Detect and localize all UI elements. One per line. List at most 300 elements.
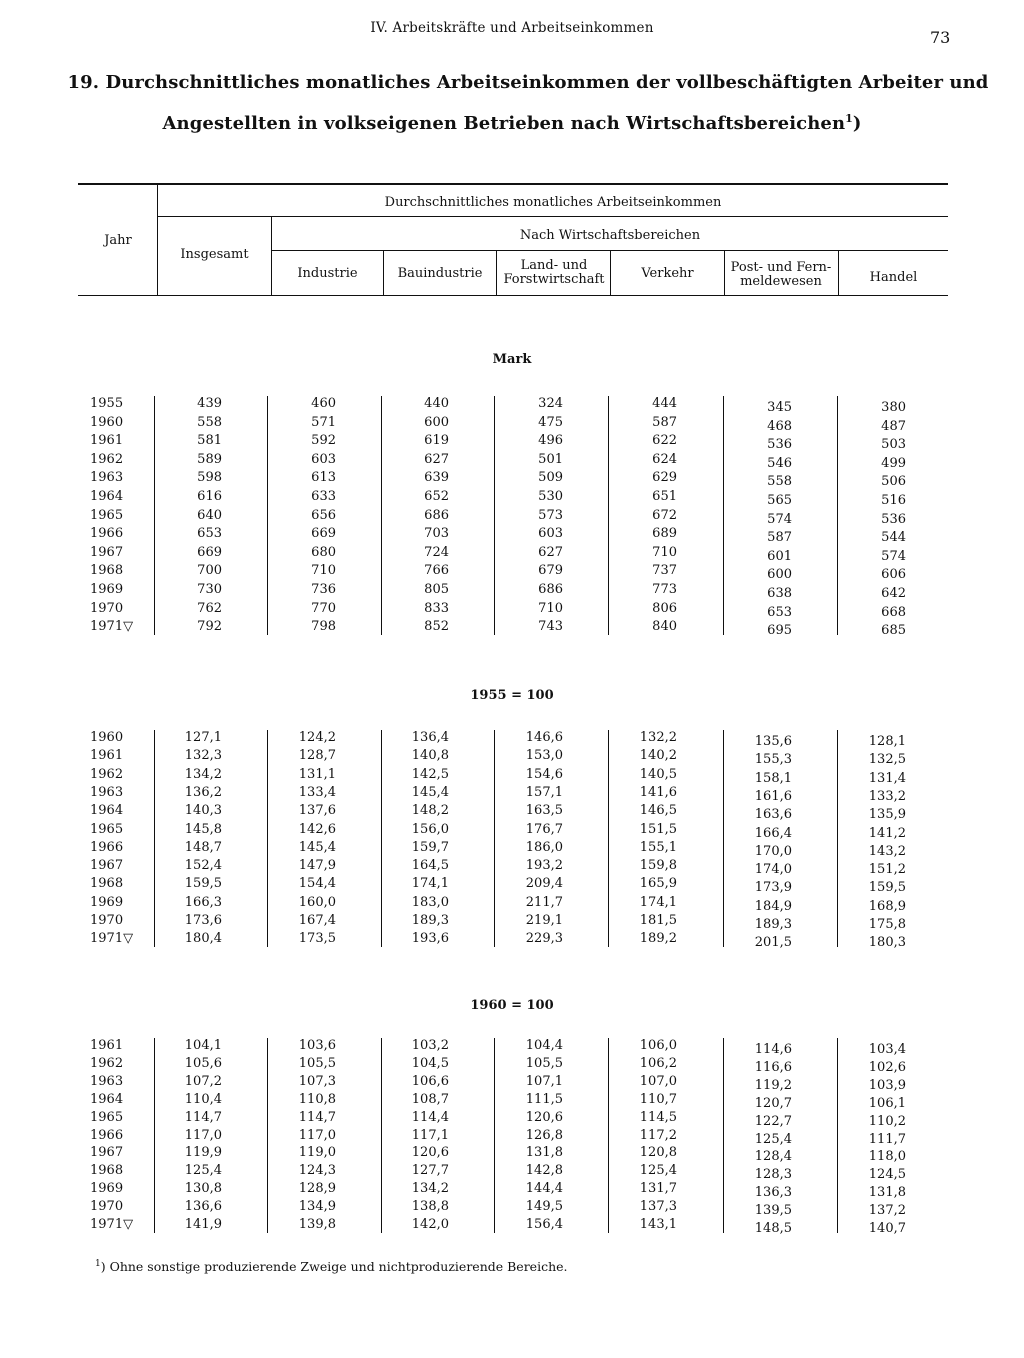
table-cell: 695 xyxy=(767,623,792,639)
table-cell: 135,9 xyxy=(868,807,906,823)
table-cell: 118,0 xyxy=(868,1149,906,1165)
column-rule xyxy=(837,396,838,635)
table-cell: 571 xyxy=(311,414,336,430)
table-cell: 125,4 xyxy=(754,1131,792,1147)
section-label: 1960 = 100 xyxy=(470,998,554,1013)
row-year: 1965 xyxy=(90,507,124,523)
table-cell: 126,8 xyxy=(525,1127,563,1143)
table-cell: 167,4 xyxy=(298,913,336,928)
table-cell: 117,2 xyxy=(639,1127,677,1143)
table-cell: 141,6 xyxy=(639,784,677,800)
table-cell: 141,2 xyxy=(868,825,906,841)
table-cell: 592 xyxy=(311,433,336,449)
table-cell: 840 xyxy=(652,619,677,635)
table-cell: 558 xyxy=(767,474,792,490)
row-year: 1965 xyxy=(90,821,124,837)
table-cell: 125,4 xyxy=(639,1163,677,1179)
table-cell: 122,7 xyxy=(754,1113,792,1129)
column-rule xyxy=(381,730,382,947)
row-year: 1962 xyxy=(90,766,124,782)
table-cell: 142,8 xyxy=(525,1163,563,1179)
table-cell: 770 xyxy=(311,600,336,616)
table-cell: 119,9 xyxy=(184,1145,222,1161)
table-cell: 184,9 xyxy=(754,898,792,914)
table-cell: 139,8 xyxy=(298,1217,336,1232)
row-year: 1964 xyxy=(90,1091,124,1107)
table-cell: 633 xyxy=(311,489,336,504)
table-cell: 201,5 xyxy=(754,935,792,951)
table-cell: 133,4 xyxy=(298,784,336,800)
table-cell: 106,0 xyxy=(639,1038,677,1053)
column-rule xyxy=(837,730,838,947)
table-cell: 629 xyxy=(652,470,677,486)
table-cell: 145,4 xyxy=(298,839,336,855)
table-cell: 173,5 xyxy=(298,931,336,947)
table-cell: 144,4 xyxy=(525,1181,563,1197)
table-cell: 680 xyxy=(311,544,336,560)
table-cell: 703 xyxy=(424,526,449,542)
table-cell: 114,4 xyxy=(411,1109,449,1125)
running-head: IV. Arbeitskräfte und Arbeitseinkommen xyxy=(370,20,654,36)
row-year: 1963 xyxy=(90,784,124,800)
table-cell: 142,0 xyxy=(411,1217,449,1232)
table-cell: 737 xyxy=(652,563,677,579)
table-cell: 743 xyxy=(538,619,563,635)
table-cell: 624 xyxy=(652,451,677,467)
row-year: 1961 xyxy=(90,748,124,764)
column-rule xyxy=(154,1038,155,1233)
column-rule xyxy=(837,1038,838,1233)
table-cell: 159,5 xyxy=(868,880,906,896)
table-cell: 574 xyxy=(767,511,792,527)
table-cell: 833 xyxy=(424,600,449,616)
header-industrie: Industrie xyxy=(297,266,358,281)
table-cell: 143,2 xyxy=(868,843,906,859)
table-cell: 168,9 xyxy=(868,898,906,914)
table-cell: 111,7 xyxy=(868,1131,906,1147)
table-cell: 616 xyxy=(197,489,222,504)
table-cell: 131,7 xyxy=(639,1181,677,1197)
table-cell: 154,4 xyxy=(298,876,336,892)
table-cell: 136,4 xyxy=(411,730,449,745)
header-handel: Handel xyxy=(869,270,918,285)
table-cell: 157,1 xyxy=(525,784,563,800)
row-year: 1966 xyxy=(90,526,124,542)
column-rule xyxy=(381,396,382,635)
table-cell: 163,6 xyxy=(754,807,792,823)
table-cell: 380 xyxy=(881,400,906,415)
table-cell: 173,9 xyxy=(754,880,792,896)
table-cell: 153,0 xyxy=(525,748,563,764)
table-cell: 724 xyxy=(424,544,449,560)
table-cell: 503 xyxy=(881,437,906,453)
table-cell: 324 xyxy=(538,396,563,411)
table-cell: 181,5 xyxy=(639,913,677,928)
table-cell: 668 xyxy=(881,604,906,620)
table-cell: 174,1 xyxy=(639,894,677,910)
row-year: 1969 xyxy=(90,582,124,597)
table-cell: 710 xyxy=(538,600,563,616)
column-rule xyxy=(723,730,724,947)
table-cell: 613 xyxy=(311,470,336,486)
table-cell: 710 xyxy=(311,563,336,579)
table-cell: 139,5 xyxy=(754,1203,792,1219)
section-label: Mark xyxy=(492,352,532,367)
header-bottom-rule xyxy=(78,295,948,296)
row-year: 1971▽ xyxy=(90,931,134,947)
row-year: 1971▽ xyxy=(90,1217,134,1232)
table-cell: 114,7 xyxy=(184,1109,222,1125)
table-cell: 111,5 xyxy=(525,1091,563,1107)
table-cell: 700 xyxy=(197,563,222,579)
table-cell: 148,2 xyxy=(411,803,449,819)
table-cell: 516 xyxy=(881,493,906,508)
table-cell: 468 xyxy=(767,418,792,434)
table-cell: 155,1 xyxy=(639,839,677,855)
table-cell: 114,6 xyxy=(754,1042,792,1057)
table-cell: 132,3 xyxy=(184,748,222,764)
table-cell: 117,0 xyxy=(298,1127,336,1143)
table-cell: 124,5 xyxy=(868,1167,906,1183)
table-cell: 120,6 xyxy=(411,1145,449,1161)
table-cell: 530 xyxy=(538,489,563,504)
row-year: 1966 xyxy=(90,1127,124,1143)
table-cell: 211,7 xyxy=(525,894,563,910)
table-cell: 105,6 xyxy=(184,1055,222,1071)
table-cell: 138,8 xyxy=(411,1199,449,1215)
table-cell: 104,5 xyxy=(411,1055,449,1071)
table-cell: 120,6 xyxy=(525,1109,563,1125)
table-cell: 189,2 xyxy=(639,931,677,947)
table-cell: 145,4 xyxy=(411,784,449,800)
row-year: 1962 xyxy=(90,1055,124,1071)
section-label: 1955 = 100 xyxy=(470,688,554,703)
table-cell: 176,7 xyxy=(525,821,563,837)
table-cell: 107,3 xyxy=(298,1073,336,1089)
column-rule xyxy=(267,730,268,947)
title-close-paren: ) xyxy=(852,113,862,134)
table-cell: 229,3 xyxy=(525,931,563,947)
table-cell: 509 xyxy=(538,470,563,486)
table-cell: 135,6 xyxy=(754,734,792,749)
table-cell: 136,6 xyxy=(184,1199,222,1215)
table-cell: 147,9 xyxy=(298,858,336,874)
table-cell: 651 xyxy=(652,489,677,504)
table-cell: 142,5 xyxy=(411,766,449,782)
table-cell: 107,2 xyxy=(184,1073,222,1089)
table-cell: 165,9 xyxy=(639,876,677,892)
column-rule xyxy=(154,396,155,635)
table-cell: 134,9 xyxy=(298,1199,336,1215)
table-cell: 166,4 xyxy=(754,825,792,841)
table-cell: 106,6 xyxy=(411,1073,449,1089)
table-cell: 128,1 xyxy=(868,734,906,749)
table-cell: 544 xyxy=(881,530,906,546)
table-cell: 186,0 xyxy=(525,839,563,855)
row-year: 1960 xyxy=(90,414,124,430)
table-cell: 164,5 xyxy=(411,858,449,874)
row-year: 1963 xyxy=(90,1073,124,1089)
table-cell: 444 xyxy=(652,396,677,411)
table-cell: 600 xyxy=(767,567,792,583)
header-bauindustrie: Bauindustrie xyxy=(397,266,483,281)
row-year: 1968 xyxy=(90,876,124,892)
table-cell: 345 xyxy=(767,400,792,415)
table-cell: 125,4 xyxy=(184,1163,222,1179)
table-cell: 132,5 xyxy=(868,752,906,768)
table-cell: 601 xyxy=(767,548,792,564)
table-cell: 128,9 xyxy=(298,1181,336,1197)
row-year: 1969 xyxy=(90,1181,124,1197)
table-cell: 110,7 xyxy=(639,1091,677,1107)
footnote-text: ) Ohne sonstige produzierende Zweige und nichtproduzierende Bereiche. xyxy=(100,1259,568,1275)
table-cell: 506 xyxy=(881,474,906,490)
row-year: 1964 xyxy=(90,803,124,819)
table-cell: 131,8 xyxy=(868,1185,906,1201)
row-year: 1963 xyxy=(90,470,124,486)
column-rule xyxy=(381,1038,382,1233)
table-cell: 155,3 xyxy=(754,752,792,768)
table-cell: 160,0 xyxy=(298,894,336,910)
table-cell: 686 xyxy=(424,507,449,523)
table-cell: 128,7 xyxy=(298,748,336,764)
table-cell: 114,7 xyxy=(298,1109,336,1125)
table-cell: 175,8 xyxy=(868,917,906,932)
table-cell: 193,6 xyxy=(411,931,449,947)
table-cell: 110,4 xyxy=(184,1091,222,1107)
row-year: 1967 xyxy=(90,858,124,874)
column-rule xyxy=(608,730,609,947)
table-cell: 107,0 xyxy=(639,1073,677,1089)
table-cell: 573 xyxy=(538,507,563,523)
table-cell: 103,2 xyxy=(411,1038,449,1053)
table-cell: 156,0 xyxy=(411,821,449,837)
table-cell: 148,5 xyxy=(754,1221,792,1236)
table-cell: 137,3 xyxy=(639,1199,677,1215)
table-cell: 638 xyxy=(767,586,792,601)
table-cell: 501 xyxy=(538,451,563,467)
table-cell: 105,5 xyxy=(525,1055,563,1071)
table-cell: 558 xyxy=(197,414,222,430)
table-cell: 166,3 xyxy=(184,894,222,910)
table-cell: 159,7 xyxy=(411,839,449,855)
table-cell: 103,9 xyxy=(868,1077,906,1093)
table-cell: 151,2 xyxy=(868,862,906,878)
row-year: 1960 xyxy=(90,730,124,745)
table-cell: 170,0 xyxy=(754,843,792,859)
table-cell: 132,2 xyxy=(639,730,677,745)
table-cell: 140,7 xyxy=(868,1221,906,1236)
table-cell: 107,1 xyxy=(525,1073,563,1089)
table-cell: 587 xyxy=(767,530,792,546)
table-cell: 124,2 xyxy=(298,730,336,745)
table-cell: 639 xyxy=(424,470,449,486)
table-cell: 127,7 xyxy=(411,1163,449,1179)
row-year: 1955 xyxy=(90,396,124,411)
header-total: Insgesamt xyxy=(180,247,249,262)
table-cell: 689 xyxy=(652,526,677,542)
column-rule xyxy=(608,1038,609,1233)
table-cell: 653 xyxy=(197,526,222,542)
table-cell: 173,6 xyxy=(184,913,222,928)
table-cell: 536 xyxy=(767,437,792,453)
table-cell: 622 xyxy=(652,433,677,449)
table-cell: 163,5 xyxy=(525,803,563,819)
table-cell: 104,4 xyxy=(525,1038,563,1053)
table-cell: 140,8 xyxy=(411,748,449,764)
row-year: 1962 xyxy=(90,451,124,467)
table-cell: 152,4 xyxy=(184,858,222,874)
table-cell: 792 xyxy=(197,619,222,635)
table-cell: 656 xyxy=(311,507,336,523)
table-cell: 120,7 xyxy=(754,1095,792,1111)
table-cell: 587 xyxy=(652,414,677,430)
table-cell: 108,7 xyxy=(411,1091,449,1107)
table-cell: 603 xyxy=(311,451,336,467)
table-cell: 156,4 xyxy=(525,1217,563,1232)
table-cell: 148,7 xyxy=(184,839,222,855)
column-rule xyxy=(267,396,268,635)
column-rule xyxy=(723,1038,724,1233)
table-cell: 798 xyxy=(311,619,336,635)
table-cell: 180,3 xyxy=(868,935,906,951)
table-cell: 574 xyxy=(881,548,906,564)
table-cell: 143,1 xyxy=(639,1217,677,1232)
table-cell: 653 xyxy=(767,604,792,620)
table-cell: 119,2 xyxy=(754,1077,792,1093)
table-cell: 140,5 xyxy=(639,766,677,782)
row-year: 1970 xyxy=(90,600,124,616)
row-year: 1970 xyxy=(90,913,124,928)
header-top-rule xyxy=(78,183,948,185)
header-post: Post- und Fern-meldewesen xyxy=(730,260,832,289)
table-cell: 134,2 xyxy=(184,766,222,782)
table-cell: 496 xyxy=(538,433,563,449)
table-cell: 439 xyxy=(197,396,222,411)
row-year: 1970 xyxy=(90,1199,124,1215)
table-cell: 134,2 xyxy=(411,1181,449,1197)
table-cell: 581 xyxy=(197,433,222,449)
table-cell: 103,4 xyxy=(868,1042,906,1057)
table-cell: 499 xyxy=(881,455,906,471)
table-cell: 140,2 xyxy=(639,748,677,764)
table-cell: 117,1 xyxy=(411,1127,449,1143)
table-cell: 679 xyxy=(538,563,563,579)
table-cell: 159,5 xyxy=(184,876,222,892)
row-year: 1961 xyxy=(90,1038,124,1053)
row-year: 1968 xyxy=(90,563,124,579)
column-rule xyxy=(154,730,155,947)
table-cell: 193,2 xyxy=(525,858,563,874)
table-cell: 652 xyxy=(424,489,449,504)
table-cell: 627 xyxy=(538,544,563,560)
table-cell: 189,3 xyxy=(754,917,792,932)
column-rule xyxy=(723,396,724,635)
table-cell: 546 xyxy=(767,455,792,471)
table-cell: 773 xyxy=(652,582,677,597)
table-cell: 669 xyxy=(311,526,336,542)
table-cell: 460 xyxy=(311,396,336,411)
table-cell: 598 xyxy=(197,470,222,486)
column-rule xyxy=(267,1038,268,1233)
table-cell: 852 xyxy=(424,619,449,635)
row-year: 1965 xyxy=(90,1109,124,1125)
table-cell: 102,6 xyxy=(868,1059,906,1075)
table-cell: 149,5 xyxy=(525,1199,563,1215)
table-cell: 710 xyxy=(652,544,677,560)
table-cell: 127,1 xyxy=(184,730,222,745)
table-cell: 180,4 xyxy=(184,931,222,947)
table-cell: 600 xyxy=(424,414,449,430)
table-cell: 174,0 xyxy=(754,862,792,878)
table-cell: 114,5 xyxy=(639,1109,677,1125)
footnote-ref: 1 xyxy=(845,112,853,125)
table-cell: 686 xyxy=(538,582,563,597)
table-cell: 106,1 xyxy=(868,1095,906,1111)
table-cell: 131,4 xyxy=(868,770,906,786)
header-group-rule xyxy=(158,216,948,217)
table-cell: 120,8 xyxy=(639,1145,677,1161)
table-cell: 766 xyxy=(424,563,449,579)
table-cell: 128,4 xyxy=(754,1149,792,1165)
header-subgroup: Nach Wirtschaftsbereichen xyxy=(519,228,701,243)
table-cell: 209,4 xyxy=(525,876,563,892)
table-cell: 105,5 xyxy=(298,1055,336,1071)
table-cell: 158,1 xyxy=(754,770,792,786)
table-cell: 730 xyxy=(197,582,222,597)
table-cell: 440 xyxy=(424,396,449,411)
table-cell: 116,6 xyxy=(754,1059,792,1075)
row-year: 1967 xyxy=(90,1145,124,1161)
table-cell: 475 xyxy=(538,414,563,430)
table-title-text: Angestellten in volkseigenen Betrieben nach Wirtschaftsbereichen xyxy=(162,113,846,134)
table-cell: 672 xyxy=(652,507,677,523)
table-cell: 627 xyxy=(424,451,449,467)
table-title-line-1: 19. Durchschnittliches monatliches Arbeitseinkommen der vollbeschäftigten Arbeiter und xyxy=(67,72,989,93)
row-year: 1966 xyxy=(90,839,124,855)
table-cell: 117,0 xyxy=(184,1127,222,1143)
row-year: 1971▽ xyxy=(90,619,134,635)
table-cell: 110,2 xyxy=(868,1113,906,1129)
table-cell: 119,0 xyxy=(298,1145,336,1161)
header-group: Durchschnittliches monatliches Arbeitseinkommen xyxy=(384,195,722,210)
table-cell: 189,3 xyxy=(411,913,449,928)
table-cell: 140,3 xyxy=(184,803,222,819)
header-land-forst: Land- und Forstwirtschaft xyxy=(503,258,605,287)
table-cell: 183,0 xyxy=(411,894,449,910)
table-cell: 104,1 xyxy=(184,1038,222,1053)
row-year: 1968 xyxy=(90,1163,124,1179)
table-cell: 565 xyxy=(767,493,792,508)
row-year: 1964 xyxy=(90,489,124,504)
table-cell: 106,2 xyxy=(639,1055,677,1071)
table-cell: 589 xyxy=(197,451,222,467)
column-rule xyxy=(494,396,495,635)
table-cell: 151,5 xyxy=(639,821,677,837)
column-rule xyxy=(608,396,609,635)
table-cell: 806 xyxy=(652,600,677,616)
table-cell: 805 xyxy=(424,582,449,597)
row-year: 1969 xyxy=(90,894,124,910)
table-cell: 219,1 xyxy=(525,913,563,928)
table-cell: 124,3 xyxy=(298,1163,336,1179)
header-verkehr: Verkehr xyxy=(641,266,694,281)
table-cell: 130,8 xyxy=(184,1181,222,1197)
table-cell: 154,6 xyxy=(525,766,563,782)
table-cell: 142,6 xyxy=(298,821,336,837)
table-cell: 669 xyxy=(197,544,222,560)
table-cell: 131,1 xyxy=(298,766,336,782)
